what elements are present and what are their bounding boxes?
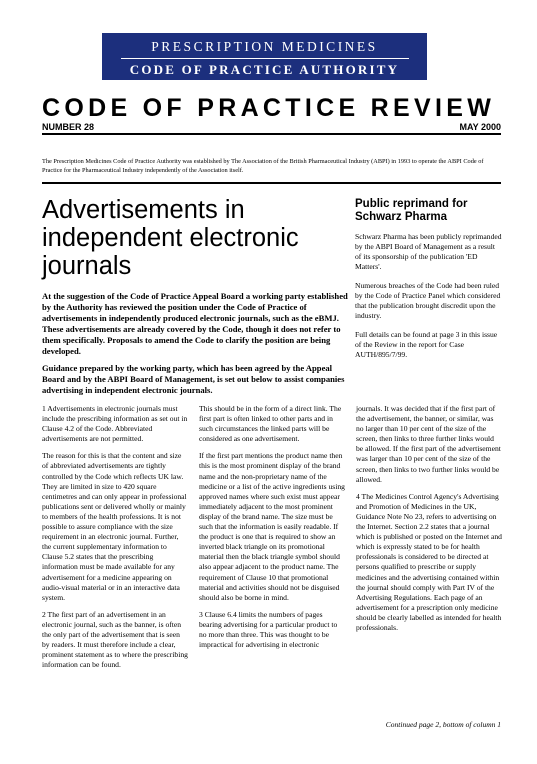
intro-statement: The Prescription Medicines Code of Practice Authority was established by The Association of the British Pharmaceutical Industry (ABPI) in 1993 to operate the ABPI Code of Practice for the Pharmaceutical Industry independently of the Association itself.	[42, 158, 484, 174]
article-lead	[42, 291, 352, 401]
authority-banner	[102, 33, 427, 80]
issue-date: MAY 2000	[459, 122, 501, 132]
sidebar-reprimand	[355, 198, 503, 369]
banner-line-1: PRESCRIPTION MEDICINES	[151, 39, 378, 54]
body-paragraph: This should be in the form of a direct link. The first part is often linked to other parts and in such circumstances the linked parts will be considered as one advertisement.	[199, 404, 342, 444]
body-column-1	[42, 404, 188, 677]
body-paragraph: 2 The first part of an advertisement in an electronic journal, such as the banner, is often the only part of the advertisement that is seen by readers. It must therefore include a clear, prominent statement as to where the prescribing information can be found.	[42, 609, 188, 670]
intro-rule	[42, 182, 501, 184]
issue-number: NUMBER 28	[42, 122, 95, 132]
body-paragraph: journals. It was decided that if the first part of the advertisement, the banner, or similar, was no larger than 10 per cent of the size of the screen, then links to three further links would be allowed. If the first part of the advertisement was larger than 10 per cent of the size of the screen, then links to two further links would be allowed.	[356, 404, 501, 484]
article-headline: Advertisements in independent electronic journals	[42, 196, 299, 280]
sidebar-paragraph: Schwarz Pharma has been publicly reprimanded by the ABPI Board of Management as a result of its sponsorship of the publication 'ED Matters'.	[355, 232, 502, 271]
body-column-3	[356, 404, 502, 640]
body-paragraph: 4 The Medicines Control Agency's Advertising and Promotion of Medicines in the UK, Guidance Note No 23, refers to advertising on the Internet. Section 2.2 states that a journal which is published or posted on the Internet and which is expressly stated to be for health professionals is considered to be directed at persons qualified to prescribe or supply medicines and the advertising contained within the journal should comply with Part IV of the Advertising Regulations. Each page of an advertisement for a prescription only medicine should be clearly labelled as intended for health professionals.	[356, 491, 502, 632]
continued-note: Continued page 2, bottom of column 1	[385, 720, 501, 729]
body-column-2	[199, 404, 345, 657]
lead-paragraph: Guidance prepared by the working party, which has been agreed by the Appeal Board and by the ABPI Board of Management, is set out below to assist companies advertising in independent electronic journals.	[42, 362, 345, 395]
sidebar-title: Public reprimand for Schwarz Pharma	[355, 198, 468, 223]
sidebar-paragraph: Numerous breaches of the Code had been ruled by the Code of Practice Panel which considered that the publication brought discredit upon the industry.	[355, 281, 501, 320]
body-paragraph: 1 Advertisements in electronic journals must include the prescribing information as set out in Clause 4.2 of the Code. Abbreviated advertisements are not permitted.	[42, 404, 188, 444]
body-paragraph: If the first part mentions the product name then this is the most prominent display of the brand name and the non-proprietary name of the medicine or a list of the active ingredients using approved names where such exist must appear immediately adjacent to the most prominent display of the brand name. The size must be such that the information is easily readable. If the product is one that is required to show an inverted black triangle on its promotional material then the black triangle symbol should also appear adjacent to the product name. The requirement of Clause 10 that promotional material and activities should not be disguised should also be borne in mind.	[199, 451, 345, 602]
sidebar-paragraph: Full details can be found at page 3 in this issue of the Review in the report for Case AUTH/895/7/99.	[355, 330, 498, 359]
masthead-rule	[42, 133, 501, 135]
lead-paragraph: At the suggestion of the Code of Practice Appeal Board a working party established by the Authority has reviewed the position under the Code of Practice of advertisements in independently produced electronic journals, such as the eBMJ. These advertisements are already covered by the Code, though it does not refer to them specifically. Proposals to amend the Code to clarify the position are being developed.	[42, 291, 348, 357]
body-paragraph: The reason for this is that the content and size of abbreviated advertisements are tightly controlled by the Code which reflects UK law. They are limited in size to 420 square centimetres and can only appear in professional publications sent or delivered wholly or mainly to members of the health professions. It is not possible to assure compliance with the size requirement in an electronic journal. Further, the current supplementary information to Clause 5.2 states that the prescribing information must be made available for any advertisement for a medicine appearing on audio-visual material or in an interactive data system.	[42, 451, 187, 602]
publication-title: CODE OF PRACTICE REVIEW	[42, 94, 496, 122]
banner-line-2: CODE OF PRACTICE AUTHORITY	[129, 62, 400, 77]
body-paragraph: 3 Clause 6.4 limits the numbers of pages bearing advertising for a particular product to no more than three. This was thought to be impractical for advertising in electronic	[199, 609, 338, 650]
